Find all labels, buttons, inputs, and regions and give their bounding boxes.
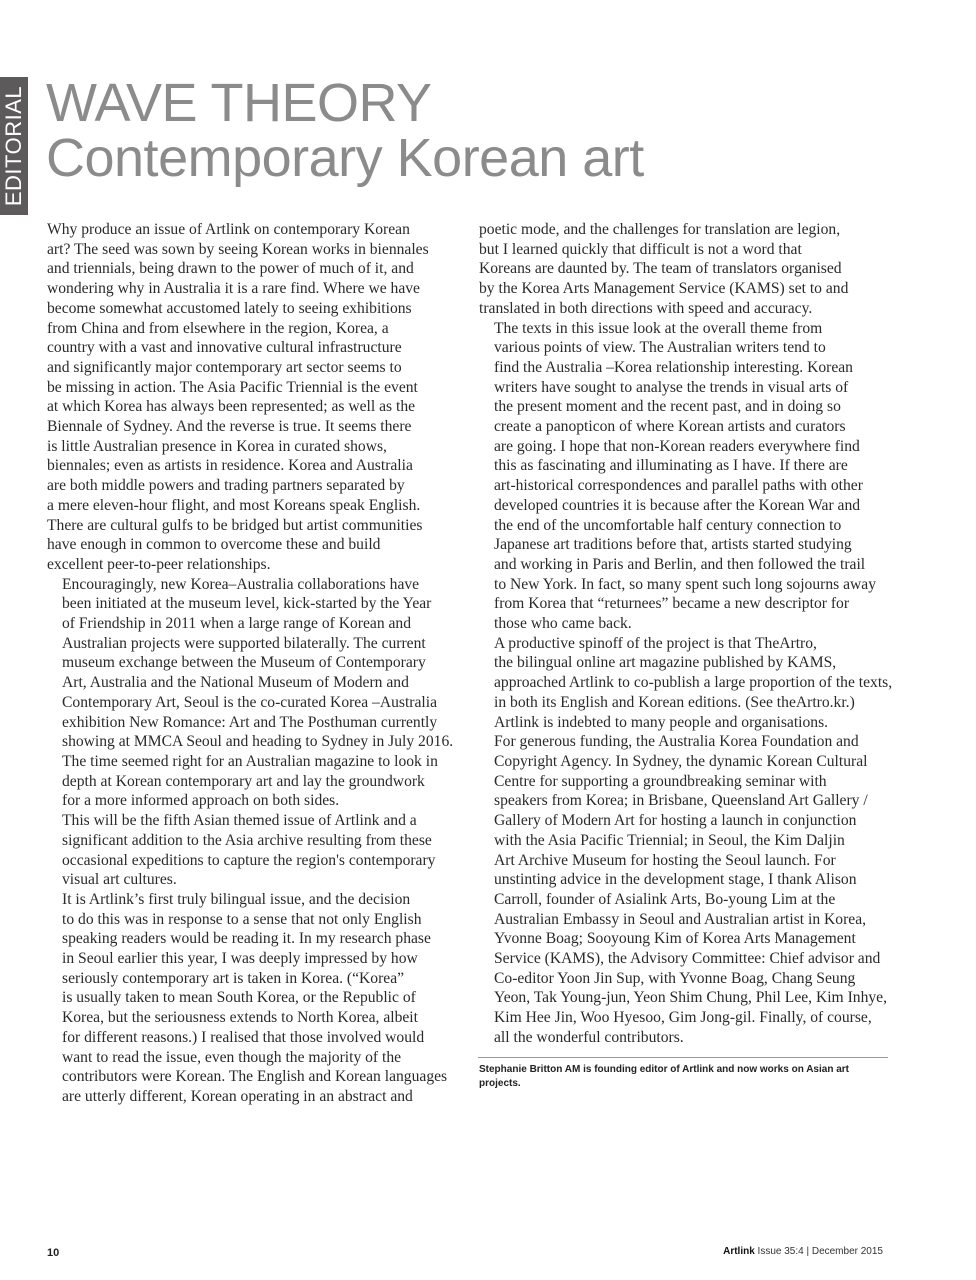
text-line: speaking readers would be reading it. In my research phase [62, 930, 431, 948]
text-line: Korea, but the seriousness extends to North Korea, albeit [62, 1009, 418, 1027]
text-line: seriously contemporary art is taken in Korea. (“Korea” [62, 969, 405, 987]
text-line: and significantly major contemporary art sector seems to [47, 358, 402, 376]
text-line: various points of view. The Australian writers tend to [494, 339, 826, 357]
text-line: to New York. In fact, so many spent such long sojourns away [494, 575, 877, 593]
text-line: find the Australia –Korea relationship interesting. Korean [494, 358, 853, 376]
text-line: all the wonderful contributors. [494, 1028, 684, 1046]
text-line: Copyright Agency. In Sydney, the dynamic Korean Cultural [494, 752, 868, 770]
publication-name: Artlink [723, 1246, 755, 1257]
text-line: are going. I hope that non-Korean readers everywhere find [494, 437, 860, 455]
bio-divider [478, 1057, 888, 1058]
text-line: at which Korea has always been represented; as well as the [47, 398, 416, 416]
text-line: been initiated at the museum level, kick-started by the Year [62, 595, 432, 613]
text-line: contributors were Korean. The English and Korean languages [62, 1068, 448, 1086]
text-line: significant addition to the Asia archive resulting from these [62, 831, 432, 849]
paragraph [47, 220, 455, 575]
paragraph [479, 220, 899, 319]
text-line: Koreans are daunted by. The team of translators organised [479, 260, 842, 278]
paragraph [47, 575, 455, 811]
paragraph [479, 713, 899, 1048]
text-line: writers have sought to analyse the trends in visual arts of [494, 378, 849, 396]
text-line: are both middle powers and trading partners separated by [47, 477, 405, 495]
author-bio: Stephanie Britton AM is founding editor of Artlink and now works on Asian art projects. [479, 1064, 850, 1089]
text-line: Why produce an issue of Artlink on contemporary Korean [47, 221, 410, 238]
text-line: speakers from Korea; in Brisbane, Queensland Art Gallery / [494, 792, 868, 810]
text-line: Artlink is indebted to many people and organisations. [494, 713, 829, 731]
text-line: Australian Embassy in Seoul and Australian artist in Korea, [494, 910, 867, 928]
text-line: The time seemed right for an Australian magazine to look in [62, 752, 438, 770]
text-line: Japanese art traditions before that, artists started studying [494, 536, 852, 554]
paragraph [47, 811, 455, 890]
text-line: excellent peer-to-peer relationships. [47, 555, 271, 573]
left-column [47, 220, 455, 1107]
text-line: from Korea that “returnees” became a new descriptor for [494, 595, 850, 613]
title-subtitle: Contemporary Korean art [46, 128, 644, 188]
text-line: from China and from elsewhere in the region, Korea, a [47, 319, 389, 337]
text-line: Yeon, Tak Young-jun, Yeon Shim Chung, Phil Lee, Kim Inhye, [494, 989, 887, 1007]
text-line: Art, Australia and the National Museum of Modern and [62, 674, 409, 692]
text-line: Yvonne Boag; Sooyoung Kim of Korea Arts Management [494, 930, 856, 948]
text-line: the end of the uncomfortable half century connection to [494, 516, 842, 534]
text-line: wondering why in Australia it is a rare find. Where we have [47, 280, 420, 298]
text-line: It is Artlink’s first truly bilingual issue, and the decision [62, 890, 411, 908]
text-line: unstinting advice in the development stage, I thank Alison [494, 871, 857, 889]
text-line: a mere eleven-hour flight, and most Koreans speak English. [47, 496, 421, 514]
issue-info [723, 1246, 883, 1257]
text-line: developed countries it is because after the Korean War and [494, 496, 861, 514]
text-line: this as fascinating and illuminating as I have. If there are [494, 457, 848, 475]
text-line: create a panopticon of where Korean artists and curators [494, 418, 846, 436]
text-line: be missing in action. The Asia Pacific Triennial is the event [47, 378, 418, 396]
text-line: are utterly different, Korean operating in an abstract and [62, 1087, 413, 1105]
text-line: become somewhat accustomed lately to seeing exhibitions [47, 299, 412, 317]
text-line: museum exchange between the Museum of Contemporary [62, 654, 426, 672]
text-line: visual art cultures. [62, 871, 177, 889]
text-line: and triennials, being drawn to the power of much of it, and [47, 260, 414, 278]
paragraph [479, 319, 899, 634]
text-line: the present moment and the recent past, and in doing so [494, 398, 841, 416]
text-line: A productive spinoff of the project is that TheArtro, [494, 634, 817, 652]
text-line: For generous funding, the Australia Korea Foundation and [494, 733, 859, 751]
text-line: exhibition New Romance: Art and The Posthuman currently [62, 713, 438, 731]
text-line: showing at MMCA Seoul and heading to Sydney in July 2016. [62, 733, 454, 751]
text-line: Kim Hee Jin, Woo Hyesoo, Gim Jong-gil. Finally, of course, [494, 1009, 872, 1027]
text-line: by the Korea Arts Management Service (KAMS) set to and [479, 280, 849, 298]
text-line: biennales; even as artists in residence. Korea and Australia [47, 457, 413, 475]
paragraph [479, 634, 899, 713]
text-line: country with a vast and innovative cultural infrastructure [47, 339, 402, 357]
text-line: in Seoul earlier this year, I was deeply impressed by how [62, 950, 418, 968]
text-line: depth at Korean contemporary art and lay the groundwork [62, 772, 425, 790]
text-line: Encouragingly, new Korea–Australia collaborations have [62, 575, 420, 593]
text-line: The texts in this issue look at the overall theme from [494, 319, 823, 337]
text-line: for different reasons.) I realised that those involved would [62, 1028, 425, 1046]
text-line: Gallery of Modern Art for hosting a launch in conjunction [494, 812, 857, 830]
text-line: art-historical correspondences and parallel paths with other [494, 477, 863, 495]
text-line: occasional expeditions to capture the region's contemporary [62, 851, 436, 869]
text-line: of Friendship in 2011 when a large range of Korean and [62, 615, 412, 633]
text-line: have enough in common to overcome these and build [47, 536, 381, 554]
text-line: Australian projects were supported bilaterally. The current [62, 634, 426, 652]
section-tab-editorial [0, 77, 28, 215]
title-main: WAVE THEORY [46, 73, 432, 133]
text-line: Biennale of Sydney. And the reverse is true. It seems there [47, 418, 412, 436]
text-line: in both its English and Korean editions. (See theArtro.kr.) [494, 693, 855, 711]
text-line: art? The seed was sown by seeing Korean works in biennales [47, 240, 429, 258]
text-line: translated in both directions with speed and accuracy. [479, 299, 813, 317]
text-line: Centre for supporting a groundbreaking seminar with [494, 772, 827, 790]
text-line: to do this was in response to a sense that not only English [62, 910, 422, 928]
issue-date: Issue 35:4 | December 2015 [754, 1246, 883, 1257]
article-title [46, 73, 644, 188]
text-line: but I learned quickly that difficult is not a word that [479, 240, 802, 258]
text-line: There are cultural gulfs to be bridged but artist communities [47, 516, 423, 534]
text-line: Service (KAMS), the Advisory Committee: Chief advisor and [494, 950, 881, 968]
text-line: for a more informed approach on both sides. [62, 792, 340, 810]
text-line: is usually taken to mean South Korea, or the Republic of [62, 989, 416, 1007]
text-line: Co-editor Yoon Jin Sup, with Yvonne Boag, Chang Seung [494, 969, 856, 987]
section-tab-label: EDITORIAL [1, 85, 26, 207]
text-line: approached Artlink to co-publish a large proportion of the texts, [494, 674, 893, 692]
text-line: is little Australian presence in Korea in curated shows, [47, 437, 387, 455]
page-number: 10 [47, 1247, 60, 1259]
text-line: Contemporary Art, Seoul is the co-curated Korea –Australia [62, 693, 438, 711]
text-line: Art Archive Museum for hosting the Seoul launch. For [494, 851, 836, 869]
text-line: This will be the fifth Asian themed issue of Artlink and a [62, 812, 417, 830]
text-line: poetic mode, and the challenges for translation are legion, [479, 221, 841, 238]
right-column [479, 220, 899, 1048]
text-line: with the Asia Pacific Triennial; in Seoul, the Kim Daljin [494, 831, 845, 849]
text-line: the bilingual online art magazine published by KAMS, [494, 654, 837, 672]
text-line: and working in Paris and Berlin, and then followed the trail [494, 555, 866, 573]
text-line: Carroll, founder of Asialink Arts, Bo-young Lim at the [494, 890, 836, 908]
paragraph [47, 890, 455, 1107]
text-line: those who came back. [494, 615, 632, 633]
text-line: want to read the issue, even though the majority of the [62, 1048, 402, 1066]
